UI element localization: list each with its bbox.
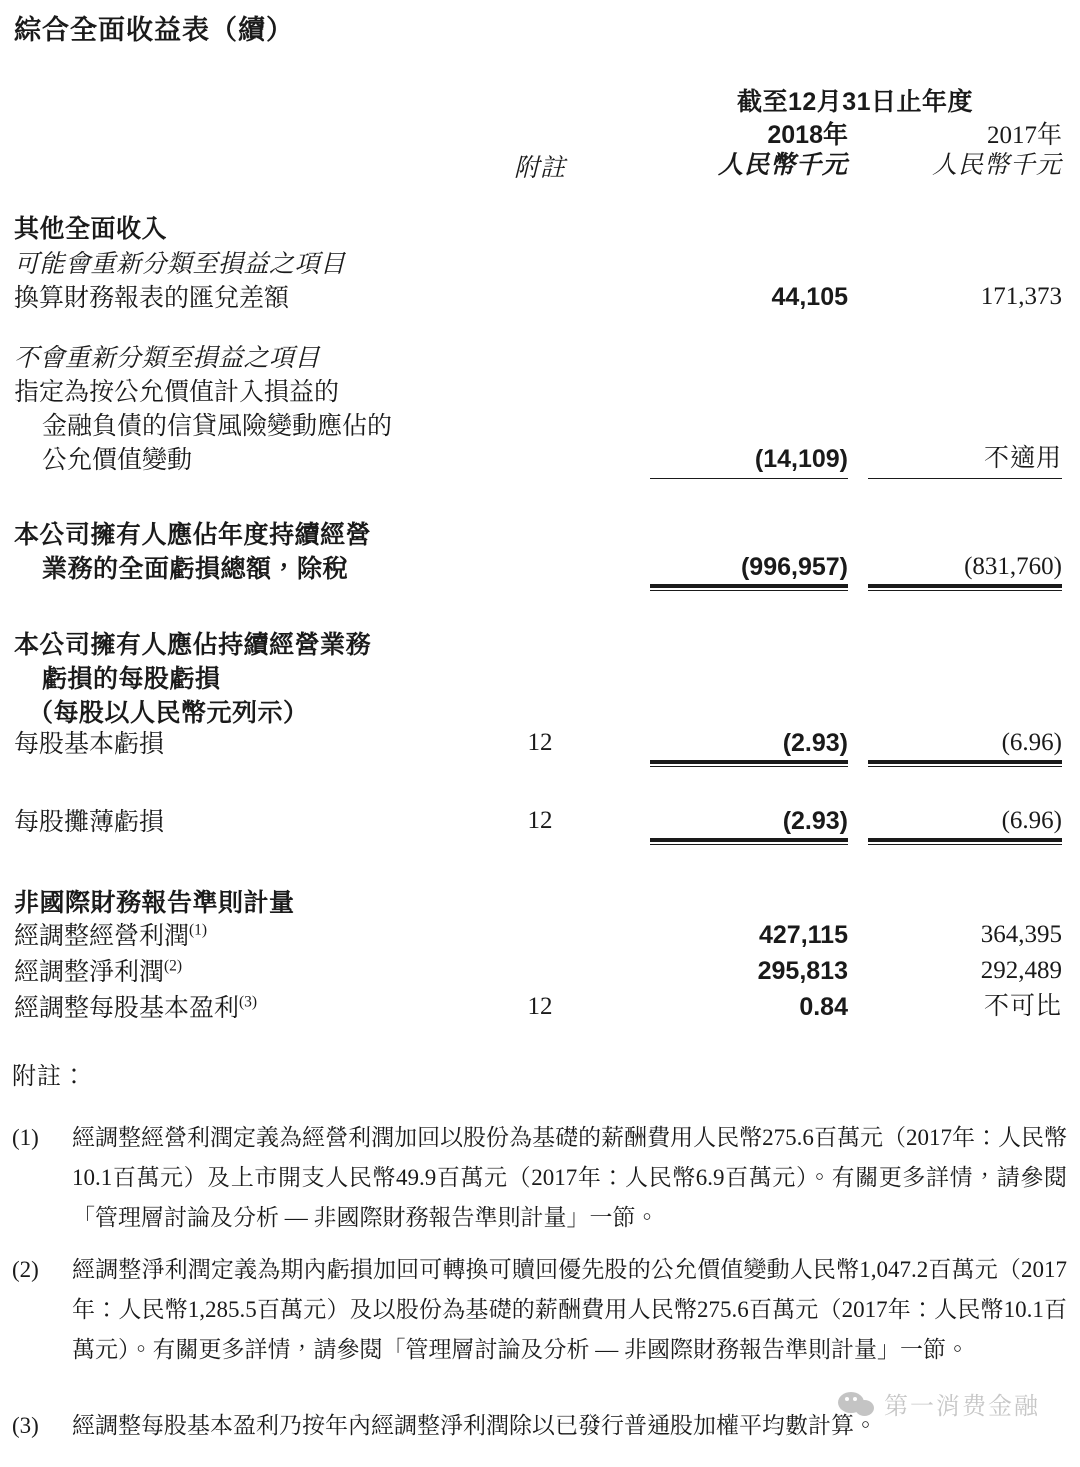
basic-lps-rule-2017 (868, 760, 1062, 767)
value-fx-2017: 171,373 (980, 283, 1062, 310)
note-ref-diluted-lps: 12 (527, 807, 553, 834)
subtotal-rule-2018 (650, 478, 848, 479)
footnote-ref-3: (3) (239, 993, 258, 1011)
column-header-note: 附註 (513, 155, 566, 182)
basic-lps-rule-2018 (650, 760, 848, 767)
footnote-marker-1: (1) (12, 1125, 39, 1150)
footnote-marker-3: (3) (12, 1413, 39, 1438)
value-adjusted-operating-profit-2018: 427,115 (759, 921, 848, 949)
value-diluted-lps-2018: (2.93) (782, 807, 848, 835)
value-total-tci-2018: (996,957) (740, 553, 848, 581)
section-heading-oci: 其他全面收入 (14, 215, 168, 243)
row-label-basic-lps: 每股基本虧損 (14, 731, 165, 758)
row-label-adjusted-operating-profit (14, 920, 207, 954)
value-basic-lps-2017: (6.96) (1001, 729, 1062, 756)
watermark-label: 第一消费金融 (884, 1393, 1040, 1420)
column-header-unit-2018: 人民幣千元 (717, 151, 848, 179)
footnote-text-1: 經調整經營利潤定義為經營利潤加回以股份為基礎的薪酬費用人民幣275.6百萬元（2017年：人民幣10.1百萬元）及上市開支人民幣49.9百萬元（2017年：人民幣6.9百萬元）。有關更多詳情，請參閱「管理層討論及分析 — 非國際財務報告準則計量」一節。 (72, 1125, 1067, 1230)
row-label-fvtpl-line3: 公允價值變動 (42, 447, 193, 474)
footnote-item-2 (12, 1250, 1067, 1370)
value-adjusted-basic-eps-2017: 不可比 (983, 993, 1062, 1020)
footnote-marker-2: (2) (12, 1257, 39, 1282)
value-basic-lps-2018: (2.93) (782, 729, 848, 757)
subheading-no-reclassify: 不會重新分類至損益之項目 (14, 345, 321, 372)
note-ref-basic-lps: 12 (527, 729, 553, 756)
footnote-ref-1: (1) (189, 921, 208, 939)
value-fvtpl-2018: (14,109) (754, 445, 848, 473)
total-rule-2018 (650, 584, 848, 591)
column-header-period: 截至12月31日止年度 (736, 88, 974, 116)
row-label-diluted-lps: 每股攤薄虧損 (14, 809, 165, 836)
value-adjusted-net-profit-2017: 292,489 (980, 957, 1062, 984)
footnote-text-3: 經調整每股基本盈利乃按年內經調整淨利潤除以已發行普通股加權平均數計算。 (72, 1413, 877, 1438)
subheading-may-reclassify: 可能會重新分類至損益之項目 (14, 251, 346, 278)
diluted-lps-rule-2017 (868, 838, 1062, 845)
row-label-total-tci-line2: 業務的全面虧損總額，除稅 (42, 555, 349, 583)
row-label-adjusted-net-profit (14, 956, 182, 990)
adjusted-operating-profit-text: 經調整經營利潤 (14, 923, 190, 950)
value-adjusted-operating-profit-2017: 364,395 (980, 921, 1062, 948)
adjusted-basic-eps-text: 經調整每股基本盈利 (14, 995, 240, 1022)
value-diluted-lps-2017: (6.96) (1001, 807, 1062, 834)
value-fx-2018: 44,105 (771, 283, 848, 311)
column-header-year-2017: 2017年 (986, 122, 1062, 149)
column-header-year-2018: 2018年 (767, 121, 848, 149)
row-label-total-tci-line1: 本公司擁有人應佔年度持續經營 (14, 521, 372, 549)
diluted-lps-rule-2018 (650, 838, 848, 845)
footnote-item-3 (12, 1406, 1067, 1446)
row-label-fvtpl-line1: 指定為按公允價值計入損益的 (14, 379, 340, 406)
subtotal-rule-2017 (868, 478, 1062, 479)
total-rule-2017 (868, 584, 1062, 591)
eps-heading-line1: 本公司擁有人應佔持續經營業務 (14, 631, 372, 659)
section-heading-non-ifrs: 非國際財務報告準則計量 (14, 889, 295, 917)
value-adjusted-basic-eps-2018: 0.84 (799, 993, 848, 1021)
eps-heading-line2: 虧損的每股虧損 (42, 665, 221, 693)
value-total-tci-2017: (831,760) (964, 553, 1062, 580)
footnote-item-1 (12, 1118, 1067, 1238)
value-adjusted-net-profit-2018: 295,813 (757, 957, 848, 985)
column-header-unit-2017: 人民幣千元 (931, 152, 1062, 179)
row-label-adjusted-basic-eps (14, 992, 257, 1026)
footnotes-heading: 附註： (12, 1064, 87, 1090)
value-fvtpl-2017: 不適用 (983, 445, 1062, 472)
eps-heading-line3: （每股以人民幣元列示） (28, 699, 309, 727)
row-label-fx-translation: 換算財務報表的匯兌差額 (14, 285, 290, 312)
footnote-text-2: 經調整淨利潤定義為期內虧損加回可轉換可贖回優先股的公允價值變動人民幣1,047.2百萬元（2017年：人民幣1,285.5百萬元）及以股份為基礎的薪酬費用人民幣275.6百萬元（2017年：人民幣10.1百萬元）。有關更多詳情，請參閱「管理層討論及分析 — 非國際財務報告準則計量」一節。 (72, 1257, 1068, 1362)
page-title: 綜合全面收益表（續） (14, 15, 294, 45)
adjusted-net-profit-text: 經調整淨利潤 (14, 959, 165, 986)
footnote-ref-2: (2) (164, 957, 183, 975)
row-label-fvtpl-line2: 金融負債的信貸風險變動應佔的 (42, 413, 393, 440)
note-ref-adjusted-basic-eps: 12 (527, 993, 553, 1020)
